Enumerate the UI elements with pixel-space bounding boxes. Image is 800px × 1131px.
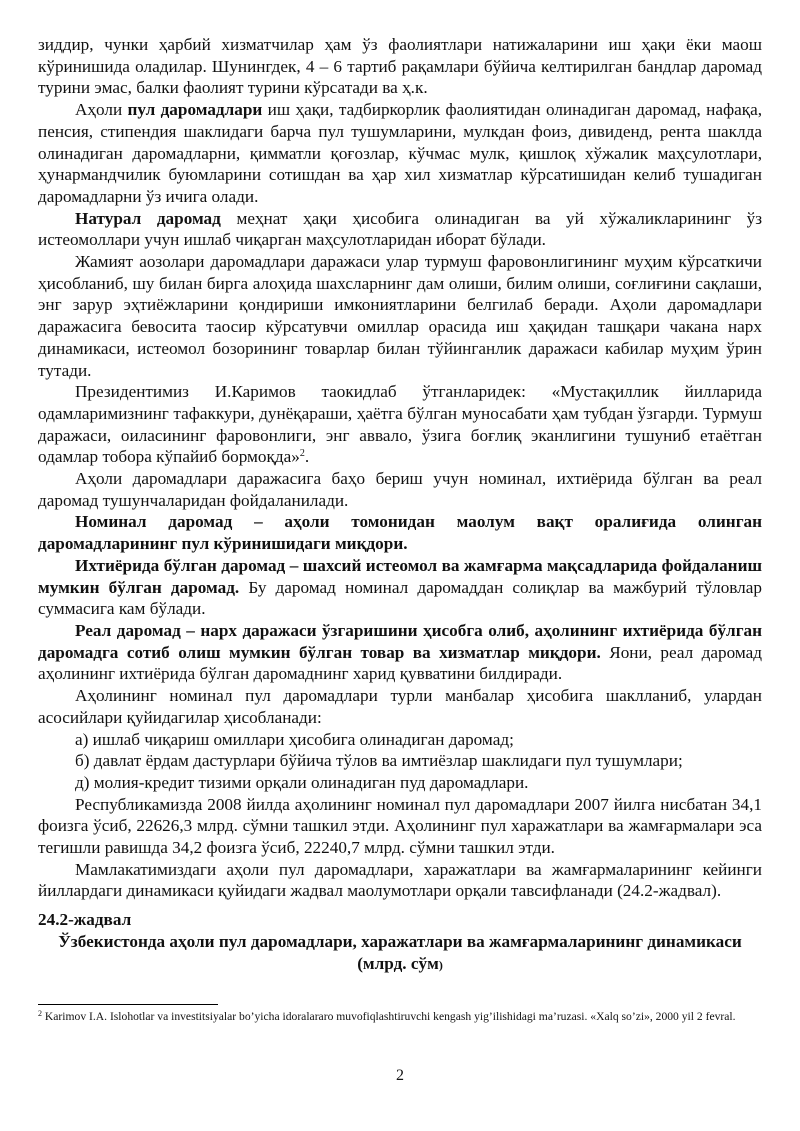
term-disposable-income: Ихтиёрида бўлган даромад – шахсий истеомол ва жамғарма мақсадларида фойдаланиш мумкин бўлган даромад. bbox=[38, 555, 762, 597]
definition-nominal-income: Номинал даромад – аҳоли томонидан маолум вақт оралиғида олинган даромадларининг пул кўринишидаги миқдори. bbox=[38, 512, 762, 554]
list-item-b: б) давлат ёрдам дастурлари бўйича тўлов ва имтиёзлар шаклидаги пул тушумлари; bbox=[75, 751, 683, 771]
text-run: меҳнат ҳақи ҳисобига олинадиган ва уй хўжаликларининг ўз истеомоллари учун ишлаб чиқарган маҳсулотларидан иборат бўлади. bbox=[38, 208, 762, 250]
table-title-paren: ) bbox=[438, 957, 443, 972]
text-run: . bbox=[304, 447, 310, 467]
text-run: Яони, реал даромад аҳолининг ихтиёрида бўлган даромаднинг харид қувватини билдиради. bbox=[38, 642, 762, 684]
paragraph-income-sources: Аҳолининг номинал пул даромадлари турли манбалар ҳисобига шаклланиб, улардан асосийлари қуйидагилар ҳисобланади: bbox=[38, 686, 762, 727]
quote-text: Президентимиз И.Каримов таокидлаб ўтганларидек: «Мустақиллик йилларида одамларимизнинг тафаккури, дунёқараши, ҳаётга бўлган муносабати ҳам тубдан ўзгарди. Турмуш даражаси, оиласининг фаровонлиги, энг аввало, ўзига боғлиқ эканлигини тушуниб етаётган одамлар тобора кўпайиб бормоқда» bbox=[38, 382, 762, 467]
paragraph-statistics-2008: Республикамизда 2008 йилда аҳолининг номинал пул даромадлари 2007 йилга нисбатан 34,1 фоизга ўсиб, 22626,3 млрд. сўмни ташкил этди. Аҳолининг пул харажатлари ва жамғармалари эса тегишли равишда 34,2 фоизга ўсиб, 22240,7 млрд. сўмни ташкил этди. bbox=[38, 794, 762, 858]
text-run: Аҳоли bbox=[75, 100, 128, 120]
text-run: иш ҳақи, тадбиркорлик фаолиятидан олинадиган даромад, нафақа, пенсия, стипендия шаклидаги барча пул тушумларини, мулкдан фоиз, дивиденд, рента шаклда олинадиган даромадларни, қимматли қоғозлар, кўчмас мулк, қишлоқ хўжалик маҳсулотлари, ҳунармандчилик буюмларини сотишдан ва ҳар хил хизматлар кўрсатишидан келиб тушадиган даромадларни ўз ичига олади. bbox=[38, 100, 763, 206]
table-number: 24.2-жадвал bbox=[38, 910, 132, 930]
table-title bbox=[38, 931, 762, 976]
footnote bbox=[38, 1009, 762, 1025]
list-item-a: а) ишлаб чиқариш омиллари ҳисобига олинадиган даромад; bbox=[75, 729, 514, 749]
footnote-separator bbox=[38, 1004, 218, 1005]
definition-real-income bbox=[38, 620, 762, 685]
paragraph-president-quote bbox=[38, 381, 762, 468]
table-title-text: Ўзбекистонда аҳоли пул даромадлари, харажатлари ва жамғармаларининг динамикаси (млрд. сўм bbox=[58, 931, 742, 973]
term-natural-income: Натурал даромад bbox=[75, 208, 221, 228]
document-body bbox=[38, 34, 762, 976]
footnote-mark: 2 bbox=[38, 1009, 42, 1018]
term-real-income: Реал даромад – нарх даражаси ўзгаришини ҳисобга олиб, аҳолининг ихтиёрида бўлган даромадга сотиб олиш мумкин бўлган товар ва хизматлар миқдори. bbox=[38, 620, 762, 662]
term-money-income: пул даромадлари bbox=[127, 100, 263, 120]
list-item-d: д) молия-кредит тизими орқали олинадиган пуд даромадлари. bbox=[75, 772, 529, 792]
paragraph-money-income bbox=[38, 99, 762, 208]
paragraph-continuation: зиддир, чунки ҳарбий хизматчилар ҳам ўз фаолиятлари натижаларини иш ҳақи ёки маош кўринишида оладилар. Шунингдек, 4 – 6 тартиб рақамлари бўйича келтирилган бандлар даромад турини эмас, балки фаолият турини кўрсатади ва ҳ.к. bbox=[38, 35, 762, 98]
paragraph-table-intro: Мамлакатимиздаги аҳоли пул даромадлари, харажатлари ва жамғармаларининг кейинги йиллардаги динамикаси қуйидаги жадвал маолумотлари орқали тавсифланади (24.2-жадвал). bbox=[38, 859, 762, 901]
footnote-text: Karimov I.A. Islohotlar va investitsiyalar bo’yicha idoralararo muvofiqlashtiruvchi kengash yig’ilishidagi ma’ruzasi. «Xalq so’zi», 2000 yil 2 fevral. bbox=[42, 1010, 736, 1023]
page-number: 2 bbox=[396, 1067, 404, 1084]
paragraph-income-level: Жамият аозолари даромадлари даражаси улар турмуш фаровонлигининг муҳим кўрсаткичи ҳисобланиб, шу билан бирга алоҳида шахсларнинг дам олиши, билим олиши, соғлиғини сақлаши, энг зарур эҳтиёжларини қондириши имкониятларини белгилаб беради. Аҳоли даромадлари даражасига бевосита таосир кўрсатувчи омиллар орасида иш ҳақидан ташқари чакана нарх динамикаси, истеомол бозорининг товарлар билан тўйинганлик даражаси кабилар муҳим ўрин тутади. bbox=[38, 252, 762, 380]
definition-disposable-income bbox=[38, 555, 762, 620]
paragraph-natural-income bbox=[38, 208, 762, 251]
footnote-reference: 2 bbox=[299, 448, 305, 460]
paragraph-income-concepts: Аҳоли даромадлари даражасига баҳо бериш учун номинал, ихтиёрида бўлган ва реал даромад тушунчаларидан фойдаланилади. bbox=[38, 469, 762, 510]
text-run: Бу даромад номинал даромаддан солиқлар ва мажбурий тўловлар суммасига кам бўлади. bbox=[38, 577, 762, 619]
